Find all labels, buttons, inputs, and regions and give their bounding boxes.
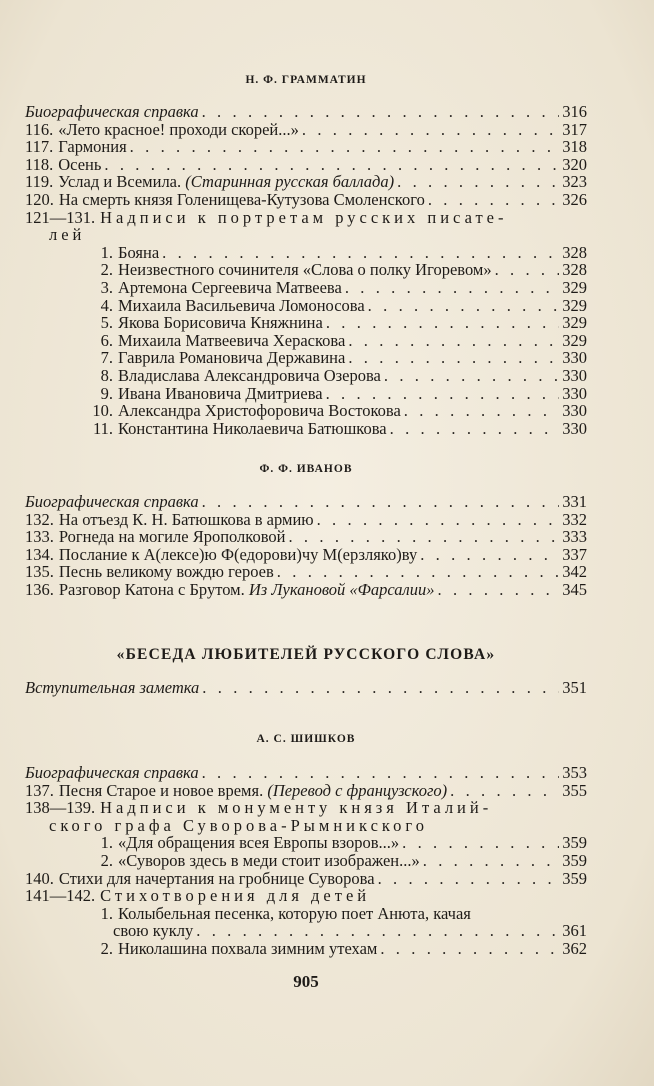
entry-number: 2.: [100, 938, 113, 958]
entry-title: [25, 493, 199, 511]
entry-title: [118, 244, 159, 262]
entry-page: 317: [562, 119, 587, 139]
entry-number: 137.: [25, 780, 54, 800]
entry-title: [118, 332, 345, 350]
toc-entry: [25, 870, 587, 888]
entry-title-text: На отъезд К. Н. Батюшкова в армию: [58, 509, 314, 529]
entry-title-italic: Биографическая справка: [25, 763, 199, 782]
toc-entry: [25, 226, 587, 244]
entry-title-text: Михаила Васильевича Ломоносова: [118, 295, 365, 315]
dot-leader: [390, 420, 560, 438]
entry-page: 355: [562, 780, 587, 800]
entry-title-text: Услад и Всемила.: [58, 172, 186, 192]
entry-title: [118, 852, 420, 870]
entry-title-italic: Биографическая справка: [25, 492, 199, 511]
dot-leader: [384, 367, 559, 385]
entry-title: [113, 922, 193, 940]
entry-title: [118, 940, 377, 958]
toc-entry: [25, 402, 587, 420]
dot-leader: [348, 349, 559, 367]
entry-number: 1.: [100, 833, 113, 853]
entry-number: 6.: [100, 330, 113, 350]
section-header: Ф. Ф. ИВАНОВ: [259, 463, 353, 475]
entry-title-text: Песня Старое и новое время.: [58, 780, 268, 800]
entry-page: 331: [562, 492, 587, 511]
entry-page: 330: [562, 365, 587, 385]
toc-entry: [25, 546, 587, 564]
entry-title-text: Александра Христофоровича Востокова: [118, 401, 401, 421]
toc-entry: [25, 782, 587, 800]
entry-title: [118, 420, 387, 438]
entry-number: 2.: [100, 850, 113, 870]
toc-entry: [25, 297, 587, 315]
toc-entry: [25, 209, 587, 227]
entry-title: [118, 314, 323, 332]
entry-page: 328: [562, 242, 587, 262]
dot-leader: [302, 121, 559, 139]
entry-number: 4.: [100, 295, 113, 315]
dot-leader: [104, 156, 559, 174]
entry-title: [49, 817, 428, 835]
entry-title: [100, 887, 370, 905]
entry-title: [118, 279, 342, 297]
entry-title-text: На смерть князя Голенищева-Кутузова Смоленского: [58, 189, 425, 209]
dot-leader: [397, 173, 559, 191]
dot-leader: [495, 261, 560, 279]
toc-section-beseda: [25, 679, 587, 697]
dot-leader: [438, 581, 560, 599]
entry-number: 10.: [92, 401, 113, 421]
entry-number: 135.: [25, 562, 54, 582]
entry-title: [118, 367, 381, 385]
entry-title: [59, 782, 447, 800]
entry-number: 133.: [25, 527, 54, 547]
toc-entry: [25, 511, 587, 529]
entry-title-italic: Вступительная заметка: [25, 678, 200, 697]
entry-page: 318: [562, 137, 587, 157]
entry-page: 361: [562, 921, 587, 941]
entry-number: 141—142.: [25, 886, 96, 906]
toc-entry: [25, 834, 587, 852]
toc-entry: [25, 121, 587, 139]
entry-page: 362: [562, 938, 587, 958]
dot-leader: [202, 679, 559, 697]
toc-entry: [25, 332, 587, 350]
toc-entry: [25, 799, 587, 817]
entry-title-text: Владислава Александровича Озерова: [118, 365, 381, 385]
entry-title-text: Осень: [58, 154, 102, 174]
entry-title: [59, 511, 314, 529]
entry-title-spaced: лей: [49, 225, 86, 245]
entry-number: 117.: [25, 137, 54, 157]
toc-entry: [25, 581, 587, 599]
entry-page: 328: [562, 260, 587, 280]
entry-title: [100, 799, 492, 817]
dot-leader: [380, 940, 559, 958]
entry-page: 337: [562, 544, 587, 564]
entry-title: [118, 402, 401, 420]
entry-title-text: Николашина похвала зимним утехам: [118, 938, 378, 958]
entry-number: 132.: [25, 509, 54, 529]
entry-title: [58, 138, 126, 156]
toc-entry: [25, 493, 587, 511]
dot-leader: [402, 834, 559, 852]
entry-title: [59, 581, 435, 599]
entry-number: 119.: [25, 172, 54, 192]
dot-leader: [450, 782, 559, 800]
toc-entry: [25, 679, 587, 697]
entry-number: 118.: [25, 154, 54, 174]
dot-leader: [326, 385, 560, 403]
entry-title: [25, 103, 199, 121]
dot-leader: [130, 138, 560, 156]
toc-entry: [25, 367, 587, 385]
entry-title-text: Песнь великому вождю героев: [58, 562, 274, 582]
entry-title-italic: (Старинная русская баллада): [185, 172, 395, 192]
entry-number: 5.: [100, 313, 113, 333]
entry-page: 345: [562, 579, 587, 599]
entry-title-text: Бояна: [118, 242, 160, 262]
entry-page: 316: [562, 102, 587, 121]
entry-title: [100, 209, 507, 227]
entry-page: 329: [562, 313, 587, 333]
dot-leader: [288, 528, 559, 546]
entry-title: [118, 261, 492, 279]
dot-leader: [404, 402, 559, 420]
entry-number: 121—131.: [25, 207, 96, 227]
entry-title-text: свою куклу: [113, 921, 194, 941]
toc-entry: [25, 887, 587, 905]
entry-title: [58, 173, 394, 191]
toc-entry: [25, 905, 587, 923]
entry-title-text: Послание к А(лексе)ю Ф(едорови)чу М(ерзляко)ву: [58, 544, 418, 564]
entry-title: [59, 563, 274, 581]
entry-page: 329: [562, 295, 587, 315]
entry-title: [59, 870, 375, 888]
toc-entry: [25, 138, 587, 156]
toc-section-grammatin: [25, 103, 587, 437]
entry-title-text: «Для обращения всея Европы взоров...»: [118, 833, 400, 853]
dot-leader: [202, 493, 560, 511]
entry-page: 359: [562, 833, 587, 853]
entry-page: 320: [562, 154, 587, 174]
entry-number: 1.: [100, 242, 113, 262]
entry-title: [118, 905, 471, 923]
toc-entry: [25, 156, 587, 174]
toc-section-ivanov: [25, 493, 587, 599]
entry-number: 3.: [100, 277, 113, 297]
entry-title-text: Артемона Сергеевича Матвеева: [118, 277, 342, 297]
entry-number: 140.: [25, 868, 54, 888]
toc-entry: [25, 244, 587, 262]
page-number: 905: [293, 972, 319, 991]
entry-number: 9.: [100, 383, 113, 403]
entry-title-text: «Лето красное! проходи скорей...»: [58, 119, 299, 139]
dot-leader: [196, 922, 559, 940]
entry-title-italic: (Перевод с французского): [267, 780, 448, 800]
entry-title-text: Гармония: [58, 137, 127, 157]
dot-leader: [202, 103, 560, 121]
entry-title: [58, 121, 299, 139]
toc-entry: [25, 940, 587, 958]
section-header: А. С. ШИШКОВ: [256, 733, 356, 745]
toc-entry: [25, 314, 587, 332]
entry-title-text: Ивана Ивановича Дмитриева: [118, 383, 323, 403]
entry-page: 351: [562, 678, 587, 697]
entry-number: 11.: [92, 418, 113, 438]
entry-page: 326: [562, 189, 587, 209]
entry-page: 330: [562, 383, 587, 403]
entry-number: 7.: [100, 348, 113, 368]
entry-title-text: Разговор Катона с Брутом.: [58, 579, 249, 599]
section-header: Н. Ф. ГРАММАТИН: [245, 74, 367, 86]
entry-title: [118, 385, 323, 403]
dot-leader: [317, 511, 560, 529]
entry-number: 120.: [25, 189, 54, 209]
entry-title-spaced: Надписи к портретам русских писате-: [100, 207, 508, 227]
entry-title-italic: Биографическая справка: [25, 102, 199, 121]
toc-entry: [25, 279, 587, 297]
toc-entry: [25, 173, 587, 191]
entry-number: 136.: [25, 579, 54, 599]
dot-leader: [162, 244, 559, 262]
dot-leader: [277, 563, 559, 581]
dot-leader: [202, 764, 560, 782]
entry-title: [59, 546, 417, 564]
entry-page: 330: [562, 418, 587, 438]
dot-leader: [420, 546, 559, 564]
toc-entry: [25, 563, 587, 581]
entry-title: [118, 297, 365, 315]
entry-page: 332: [562, 509, 587, 529]
entry-page: 330: [562, 401, 587, 421]
entry-number: 2.: [100, 260, 113, 280]
entry-title-text: Константина Николаевича Батюшкова: [118, 418, 387, 438]
entry-page: 359: [562, 850, 587, 870]
toc-entry: [25, 385, 587, 403]
dot-leader: [345, 279, 559, 297]
entry-title: [25, 679, 199, 697]
dot-leader: [368, 297, 560, 315]
toc-section-shishkov: [25, 764, 587, 958]
entry-title-spaced: ского графа Суворова-Рымникского: [49, 815, 428, 835]
entry-title-text: Колыбельная песенка, которую поет Анюта, качая: [118, 903, 471, 923]
entry-page: 342: [562, 562, 587, 582]
toc-entry: [25, 191, 587, 209]
entry-title: [118, 834, 399, 852]
entry-number: 8.: [100, 365, 113, 385]
dot-leader: [378, 870, 560, 888]
entry-title-text: Якова Борисовича Княжнина: [118, 313, 323, 333]
entry-title: [59, 191, 425, 209]
toc-entry: [25, 528, 587, 546]
entry-title-spaced: Стихотворения для детей: [100, 886, 371, 906]
toc-entry: [25, 852, 587, 870]
entry-page: 330: [562, 348, 587, 368]
toc-entry: [25, 261, 587, 279]
entry-title-spaced: Надписи к монументу князя Италий-: [100, 798, 493, 818]
entry-title-text: Михаила Матвеевича Хераскова: [118, 330, 346, 350]
entry-number: 116.: [25, 119, 54, 139]
entry-page: 353: [562, 763, 587, 782]
entry-title-text: Рогнеда на могиле Ярополковой: [58, 527, 286, 547]
entry-title-text: Стихи для начертания на гробнице Суворова: [58, 868, 375, 888]
dot-leader: [428, 191, 559, 209]
entry-title: [58, 156, 101, 174]
entry-number: 138—139.: [25, 798, 96, 818]
entry-page: 329: [562, 277, 587, 297]
toc-entry: [25, 349, 587, 367]
toc-entry: [25, 764, 587, 782]
entry-number: 134.: [25, 544, 54, 564]
entry-title-text: Гаврила Романовича Державина: [118, 348, 346, 368]
entry-title: [118, 349, 345, 367]
toc-entry: [25, 817, 587, 835]
entry-page: 333: [562, 527, 587, 547]
toc-entry: [25, 420, 587, 438]
entry-title: [59, 528, 286, 546]
dot-leader: [326, 314, 559, 332]
entry-number: 1.: [100, 903, 113, 923]
dot-leader: [423, 852, 560, 870]
entry-title-text: «Суворов здесь в меди стоит изображен...»: [118, 850, 420, 870]
dot-leader: [348, 332, 559, 350]
entry-page: 323: [562, 172, 587, 192]
toc-entry: [25, 922, 587, 940]
entry-title: [49, 226, 85, 244]
entry-title-text: Неизвестного сочинителя «Слова о полку Игоревом»: [118, 260, 492, 280]
toc-entry: [25, 103, 587, 121]
entry-title-italic: Из Лукановой «Фарсалии»: [248, 579, 435, 599]
entry-title: [25, 764, 199, 782]
entry-page: 359: [562, 868, 587, 888]
part-header: «БЕСЕДА ЛЮБИТЕЛЕЙ РУССКОГО СЛОВА»: [116, 646, 496, 663]
entry-page: 329: [562, 330, 587, 350]
